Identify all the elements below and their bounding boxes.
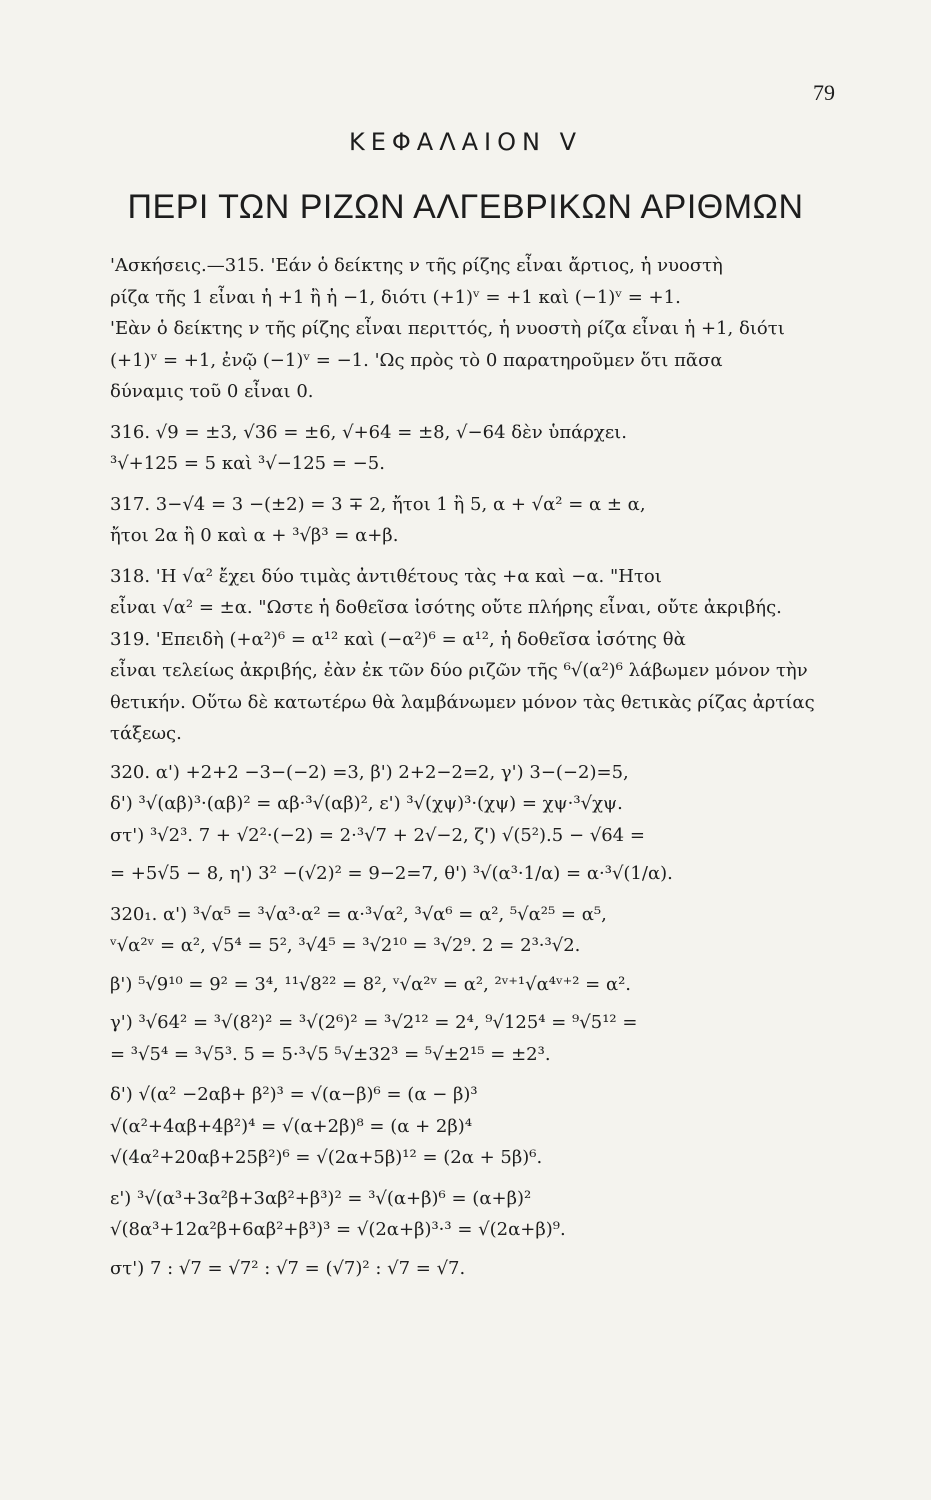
text-line: ε') ³√(α³+3α²β+3αβ²+β³)² = ³√(α+β)⁶ = (α+β)²	[110, 1187, 532, 1209]
chapter-heading: ΚΕΦΑΛΑΙΟΝ V	[348, 128, 582, 156]
text-line: ᵛ√α²ᵛ = α², √5⁴ = 5², ³√4⁵ = ³√2¹⁰ = ³√2⁹. 2 = 2³·³√2.	[110, 935, 581, 956]
text-line: √(8α³+12α²β+6αβ²+β³)³ = √(2α+β)³·³ = √(2α+β)⁹.	[110, 1219, 566, 1240]
text-line: ρίζα τῆς 1 εἶναι ἡ +1 ἢ ἡ −1, διότι (+1)ᵛ = +1 καὶ (−1)ᵛ = +1.	[110, 286, 681, 308]
text-line: 320₁. α') ³√α⁵ = ³√α³·α² = α·³√α², ³√α⁶ = α², ⁵√α²⁵ = α⁵,	[110, 903, 607, 925]
exercise-text	[110, 250, 834, 1284]
page-title: ΠΕΡΙ ΤΩΝ ΡΙΖΩΝ ΑΛΓΕΒΡΙΚΩΝ ΑΡΙΘΜΩΝ	[127, 188, 804, 226]
text-line: 'Ασκήσεις.—315. 'Εάν ὁ δείκτης ν τῆς ρίζης εἶναι ἄρτιος, ἡ νυοστὴ	[110, 255, 723, 276]
text-line: = +5√5 − 8, η') 3² −(√2)² = 9−2=7, θ') ³√(α³·1/α) = α·³√(1/α).	[110, 863, 673, 884]
text-line: γ') ³√64² = ³√(8²)² = ³√(2⁶)² = ³√2¹² = 2⁴, ⁹√125⁴ = ⁹√5¹² =	[110, 1012, 638, 1033]
text-line: ἤτοι 2α ἢ 0 καὶ α + ³√β³ = α+β.	[110, 525, 399, 546]
text-line: (+1)ᵛ = +1, ἐνῷ (−1)ᵛ = −1. 'Ως πρὸς τὸ 0 παρατηροῦμεν ὅτι πᾶσα	[110, 349, 723, 371]
text-line: 316. √9 = ±3, √36 = ±6, √+64 = ±8, √−64 δὲν ὑπάρχει.	[110, 421, 627, 443]
text-line: √(α²+4αβ+4β²)⁴ = √(α+2β)⁸ = (α + 2β)⁴	[110, 1115, 473, 1137]
text-line: 320. α') +2+2 −3−(−2) =3, β') 2+2−2=2, γ') 3−(−2)=5,	[110, 761, 629, 783]
text-line: στ') 7 : √7 = √7² : √7 = (√7)² : √7 = √7.	[110, 1257, 466, 1279]
text-line: β') ⁵√9¹⁰ = 9² = 3⁴, ¹¹√8²² = 8², ᵛ√α²ᵛ = α², ²ᵛ⁺¹√α⁴ᵛ⁺² = α².	[110, 973, 632, 995]
text-line: δ') √(α² −2αβ+ β²)³ = √(α−β)⁶ = (α − β)³	[110, 1084, 478, 1105]
text-line: εἶναι τελείως ἀκριβής, ἐὰν ἐκ τῶν δύο ριζῶν τῆς ⁶√(α²)⁶ λάβωμεν μόνον τὴν	[110, 660, 808, 681]
text-line: 319. 'Επειδὴ (+α²)⁶ = α¹² καὶ (−α²)⁶ = α¹², ἡ δοθεῖσα ἰσότης θὰ	[110, 628, 686, 650]
text-line: 'Εὰν ὁ δείκτης ν τῆς ρίζης εἶναι περιττός, ἡ νυοστὴ ρίζα εἶναι ἡ +1, διότι	[110, 318, 785, 339]
text-line: δ') ³√(αβ)³·(αβ)² = αβ·³√(αβ)², ε') ³√(χψ)³·(χψ) = χψ·³√χψ.	[110, 793, 623, 814]
text-line: στ') ³√2³. 7 + √2²·(−2) = 2·³√7 + 2√−2, ζ') √(5²).5 − √64 =	[110, 824, 645, 846]
text-line: δύναμις τοῦ 0 εἶναι 0.	[110, 381, 314, 402]
text-line: ³√+125 = 5 καὶ ³√−125 = −5.	[110, 453, 385, 474]
text-line: = ³√5⁴ = ³√5³. 5 = 5·³√5 ⁵√±32³ = ⁵√±2¹⁵ = ±2³.	[110, 1043, 551, 1065]
text-line: θετικήν. Οὕτω δὲ κατωτέρω θὰ λαμβάνωμεν μόνον τὰς θετικὰς ρίζας ἀρτίας	[110, 691, 815, 713]
text-line: 317. 3−√4 = 3 −(±2) = 3 ∓ 2, ἤτοι 1 ἢ 5, α + √α² = α ± α,	[110, 493, 646, 515]
text-line: εἶναι √α² = ±α. "Ωστε ἡ δοθεῖσα ἰσότης οὔτε πλήρης εἶναι, οὔτε ἀκριβής.	[110, 597, 782, 618]
text-line: τάξεως.	[110, 723, 182, 744]
page-number: 79	[813, 80, 835, 105]
text-line: 318. 'Η √α² ἔχει δύο τιμὰς ἀντιθέτους τὰς +α καὶ −α. "Ητοι	[110, 565, 662, 587]
text-line: √(4α²+20αβ+25β²)⁶ = √(2α+5β)¹² = (2α + 5β)⁶.	[110, 1147, 543, 1168]
